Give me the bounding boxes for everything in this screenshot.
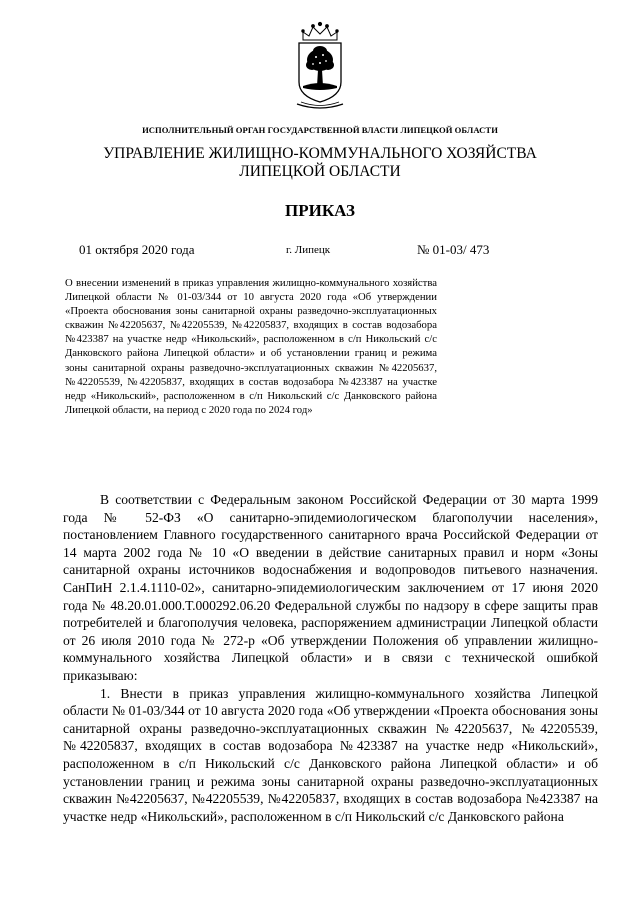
department-name xyxy=(0,145,640,181)
body-preamble: В соответствии с Федеральным законом Российской Федерации от 30 марта 1999 года № 52-ФЗ «О санитарно-эпидемиологическом благополучии населения», постановлением Главного государственного санитарного врача Российской Федерации от 14 марта 2002 года № 10 «О введении в действие санитарных правил и норм «Зоны санитарной охраны источников водоснабжения и водопроводов питьевого назначения. СанПиН 2.1.4.1110-02», санитарно-эпидемиологическим заключением от 17 июня 2020 года № 48.20.01.000.Т.000292.06.20 Федеральной службы по надзору в сфере защиты прав потребителей и благополучия человека, распоряжением администрации Липецкой области от 26 июля 2010 года № 272-р «Об утверждении Положения об управлении жилищно-коммунального хозяйства Липецкой области» и в связи с технической ошибкой приказываю: xyxy=(63,492,598,683)
body-item-1: 1. Внести в приказ управления жилищно-коммунального хозяйства Липецкой области № 01-03/344 от 10 августа 2020 года «Об утверждении «Проекта обоснования зоны санитарной охраны разведочно-эксплуатационных скважин №42205637, №42205539, №42205837, входящих в состав водозабора №423387 на участке недр «Никольский», расположенном в с/п Никольский с/с Данковского района Липецкой области» и об установлении границ и режима зоны санитарной охраны разведочно-эксплуатационных скважин №42205637, №42205539, №42205837, входящих в состав водозабора №423387 на участке недр «Никольский», расположенном в с/п Никольский с/с Данковского района xyxy=(63,685,598,824)
lipetsk-coat-of-arms-icon xyxy=(289,20,351,110)
department-line-2: ЛИПЕЦКОЙ ОБЛАСТИ xyxy=(239,163,401,180)
order-date: 01 октября 2020 года xyxy=(79,242,195,257)
order-body xyxy=(63,491,598,825)
org-name: ИСПОЛНИТЕЛЬНЫЙ ОРГАН ГОСУДАРСТВЕННОЙ ВЛАСТИ ЛИПЕЦКОЙ ОБЛАСТИ xyxy=(142,125,498,135)
document-title: ПРИКАЗ xyxy=(285,201,355,220)
order-subject: О внесении изменений в приказ управления жилищно-коммунального хозяйства Липецкой области № 01-03/344 от 10 августа 2020 года «Об утверждении «Проекта обоснования зоны санитарной охраны разведочно-эксплуатационных скважин №42205637, №42205539, №42205837, входящих в состав водозабора №423387 на участке недр «Никольский», расположенном в с/п Никольский с/с Данковского района Липецкой области» и об установлении границ и режима зоны санитарной охраны разведочно-эксплуатационных скважин №42205637, №42205539, №42205837, входящих в состав водозабора №423387 на участке недр «Никольский», расположенном в с/п Никольский с/с Данковского района Липецкой области, на период с 2020 года по 2024 год» xyxy=(65,277,437,416)
order-number: № 01-03/ 473 xyxy=(417,242,490,257)
order-city: г. Липецк xyxy=(286,244,331,256)
department-line-1: УПРАВЛЕНИЕ ЖИЛИЩНО-КОММУНАЛЬНОГО ХОЗЯЙСТВА xyxy=(103,145,537,162)
